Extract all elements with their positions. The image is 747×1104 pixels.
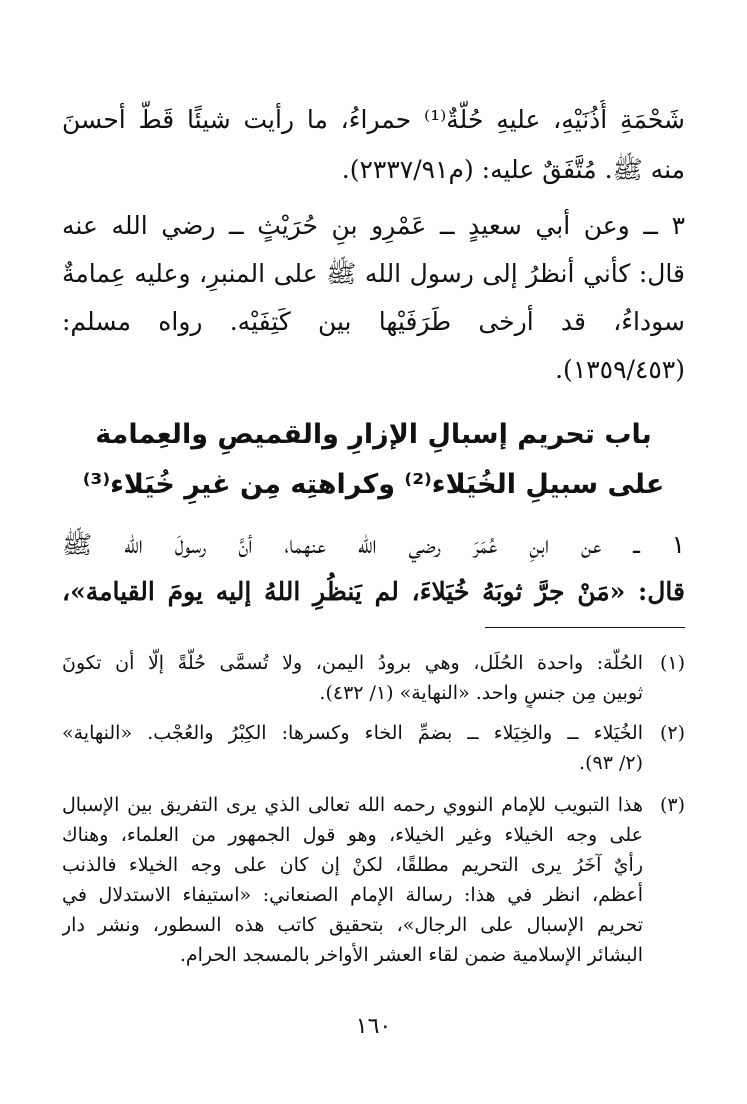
footnote-1-line-1: الحُلَّة: واحدة الحُلَل، وهي برودُ اليمن، ولا تُسمَّى حُلَّةً إلَّا أن تكونَ bbox=[62, 652, 643, 674]
hadith-3-line-3: سوداءُ، قد أرخى طَرَفَيْها بين كَتِفَيْه. رواه مسلم: bbox=[62, 307, 685, 336]
footnote-separator bbox=[485, 627, 685, 628]
footnote-3-line-5: تحريم الإسبال على الرجال»، بتحقيق كاتب هذه السطور، ونشر دار bbox=[62, 914, 643, 936]
top-paragraph-line-1: شَحْمَةِ أُذُنَيْهِ، عليهِ حُلَّةٌ⁽¹⁾ حمراءُ، ما رأيت شيئًا قَطُّ أحسنَ bbox=[62, 105, 685, 134]
top-paragraph-line-2: منه ﷺ. مُتَّفَقٌ عليه: (م٢٣٣٧/٩١). bbox=[341, 155, 685, 184]
hadith-1-line-2: قال: «مَنْ جرَّ ثوبَهُ خُيَلاءَ، لم يَنظُرِ اللهُ إليه يومَ القيامة»، bbox=[62, 577, 685, 606]
footnote-2-line-2: (٢/ ٩٣). bbox=[579, 752, 643, 774]
hadith-3-line-4: (١٣٥٩/٤٥٣). bbox=[555, 355, 685, 384]
chapter-heading-line-1: باب تحريم إسبالِ الإزارِ والقميصِ والعِمامة bbox=[95, 419, 652, 450]
footnote-3-line-4: أعظم، انظر في هذا: رسالة الإمام الصنعاني: «استيفاء الاستدلال في bbox=[62, 884, 643, 906]
footnote-3-line-1: هذا التبويب للإمام النووي رحمه الله تعالى الذي يرى التفريق بين الإسبال bbox=[62, 794, 643, 816]
footnote-2-line-1: الخُيَلاء ــ والخِيَلاء ــ بضمِّ الخاء وكسرها: الكِبْرُ والعُجْب. «النهاية» bbox=[62, 722, 643, 744]
hadith-3-line-1: ٣ ــ وعن أبي سعيدٍ ــ عَمْرِو بنِ حُرَيْثٍ ــ رضي الله عنه bbox=[62, 211, 685, 240]
footnote-3-line-2: على وجه الخيلاء وغير الخيلاء، وهو قول الجمهور من العلماء، وهناك bbox=[62, 824, 643, 846]
footnote-3-line-3: رأيٌ آخَرُ يرى التحريم مطلقًا، لكنْ إن كان على وجه الخيلاء فالذنب bbox=[62, 854, 643, 876]
page-number: ١٦٠ bbox=[355, 1014, 392, 1039]
footnote-3 bbox=[62, 790, 685, 970]
footnote-2-number: (٢) bbox=[659, 722, 685, 744]
footnote-1-number: (١) bbox=[659, 652, 685, 674]
footnote-3-line-6: البشائر الإسلامية ضمن لقاء العشر الأواخر بالمسجد الحرام. bbox=[179, 944, 643, 966]
hadith-1-line-1: ١ ــ عن ابنِ عُمَرَ رضي الله عنهما، أنَّ رسولَ الله ﷺ bbox=[62, 530, 685, 559]
footnote-2 bbox=[62, 718, 685, 778]
chapter-heading-line-2: على سبيلِ الخُيَلاء⁽²⁾ وكراهتِه مِن غيرِ خُيَلاء⁽³⁾ bbox=[82, 469, 665, 500]
footnote-1-line-2: ثوبين مِن جنسٍ واحد. «النهاية» (١/ ٤٣٢). bbox=[319, 682, 643, 704]
footnote-3-number: (٣) bbox=[659, 794, 685, 816]
footnote-1 bbox=[62, 648, 685, 708]
hadith-3-line-2: قال: كأني أنظرُ إلى رسول الله ﷺ على المنبرِ، وعليه عِمامةٌ bbox=[62, 259, 685, 288]
